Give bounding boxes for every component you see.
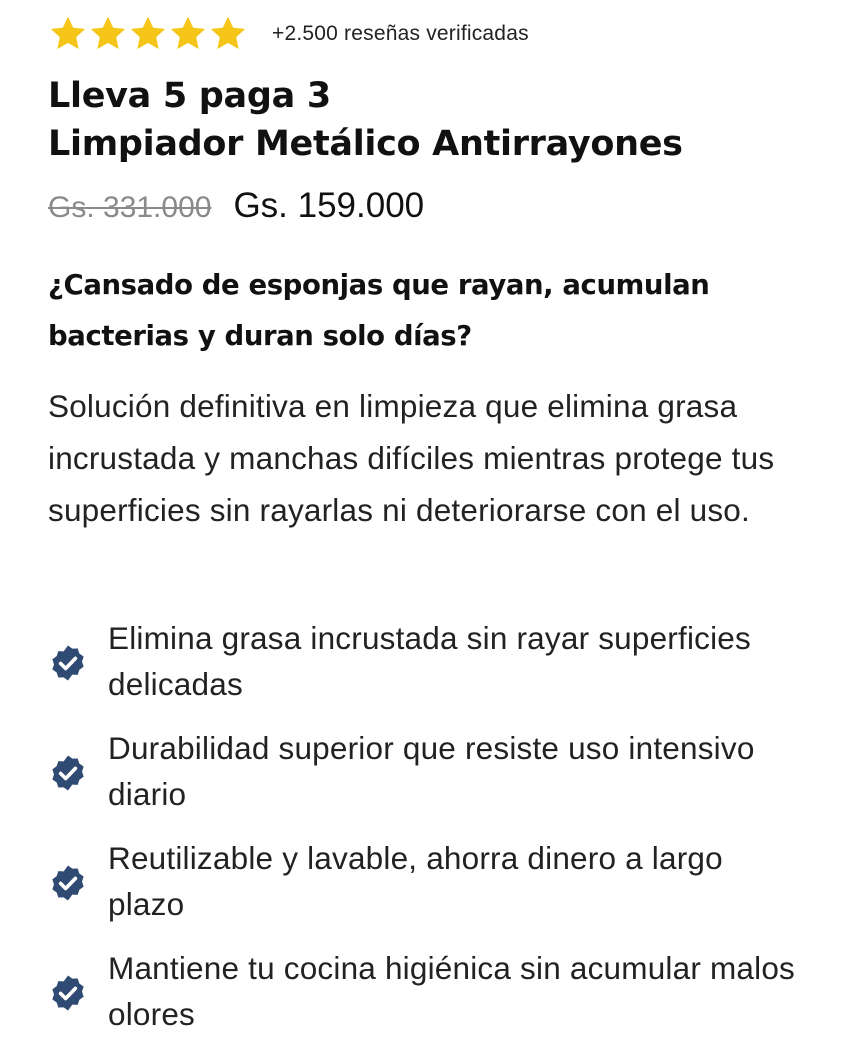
- list-item: [48, 826, 838, 936]
- benefit-list: [48, 606, 838, 1046]
- star-icon: [128, 14, 168, 54]
- review-count[interactable]: +2.500 reseñas verificadas: [272, 22, 529, 45]
- compare-at-price: Gs. 331.000: [48, 191, 212, 224]
- list-item: [48, 936, 838, 1046]
- verified-check-badge-icon: [48, 863, 88, 903]
- verified-check-badge-icon: [48, 753, 88, 793]
- price-row: [48, 186, 424, 226]
- product-description: Solución definitiva en limpieza que elimina grasa incrustada y manchas difíciles mientras protege tus superficies sin rayarlas ni deteriorarse con el uso.: [48, 388, 775, 528]
- product-name: Limpiador Metálico Antirrayones: [48, 124, 683, 164]
- benefit-text: Mantiene tu cocina higiénica sin acumular malos olores: [108, 950, 796, 1032]
- star-icon: [48, 14, 88, 54]
- product-title: [48, 72, 683, 168]
- benefit-text: Elimina grasa incrustada sin rayar superficies delicadas: [108, 620, 751, 702]
- star-icon: [88, 14, 128, 54]
- list-item: [48, 716, 838, 826]
- sale-price: Gs. 159.000: [233, 186, 425, 225]
- star-icon: [168, 14, 208, 54]
- verified-check-badge-icon: [48, 643, 88, 683]
- star-icon: [208, 14, 248, 54]
- rating-row: [48, 14, 529, 54]
- offer-title: Lleva 5 paga 3: [48, 76, 331, 116]
- star-rating: [48, 14, 248, 54]
- list-item: [48, 606, 838, 716]
- verified-check-badge-icon: [48, 973, 88, 1013]
- headline-question: ¿Cansado de esponjas que rayan, acumulan bacterias y duran solo días?: [48, 269, 710, 352]
- benefit-text: Reutilizable y lavable, ahorra dinero a largo plazo: [108, 840, 723, 922]
- benefit-text: Durabilidad superior que resiste uso intensivo diario: [108, 730, 755, 812]
